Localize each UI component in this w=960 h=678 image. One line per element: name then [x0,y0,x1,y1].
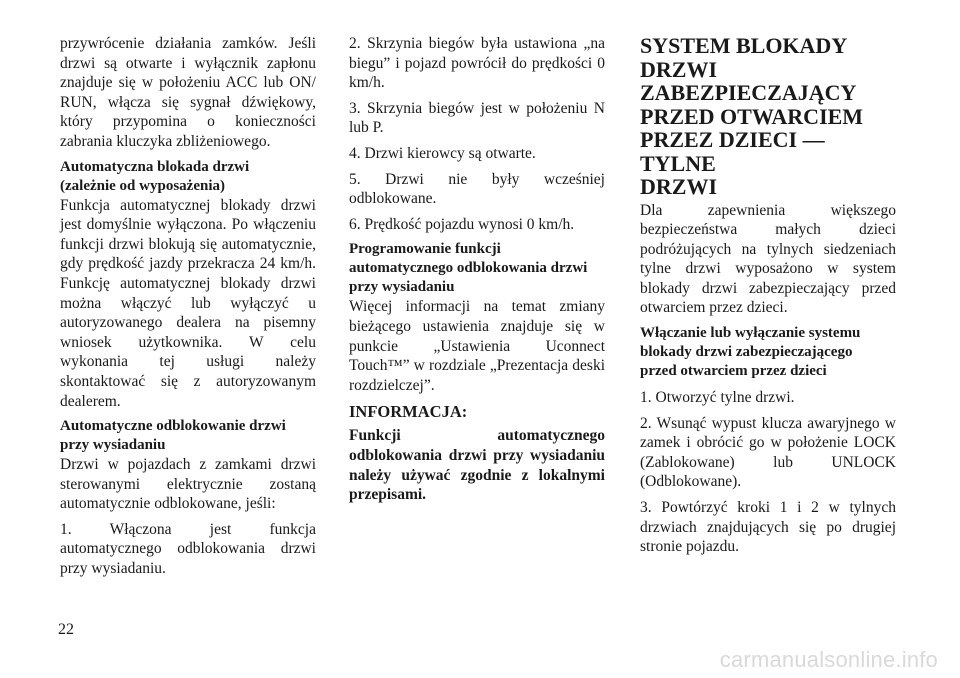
list-item: 1. Otworzyć tylne drzwi. [640,389,795,407]
heading-line: Automatyczna blokada drzwi [60,158,250,175]
list-item: 2. Wsunąć wypust klucza awaryjnego w zamek i obrócić go w położenie LOCK (Zablokowane) lub UNLOCK (Odblokowane). [640,414,896,491]
title-line: DRZWI [640,174,718,199]
heading-auto-lock [60,158,316,196]
list-item: 6. Prędkość pojazdu wynosi 0 km/h. [349,215,575,233]
heading-line: przed otwarciem przez dzieci [640,363,827,380]
heading-programming [349,240,605,297]
heading-line: (zależnie od wyposażenia) [60,177,225,194]
list-item: 3. Powtórzyć kroki 1 i 2 w tylnych drzwiach znajdujących się po drugiej stronie pojazdu. [640,499,896,556]
heading-line: blokady drzwi zabezpieczającego [640,344,853,361]
heading-line: Włączanie lub wyłączanie systemu [640,325,861,342]
list-item: 3. Skrzynia biegów jest w położeniu N lub P. [349,99,605,137]
heading-line: przy wysiadaniu [349,279,455,296]
title-line: PRZED OTWARCIEM [640,103,864,129]
paragraph-auto-lock: Funkcja automatycznej blokady drzwi jest domyślnie wyłączona. Po włączeniu funkcji drzwi blokują się automatycznie, gdy prędkość jazdy przekracza 24 km/h. Funkcję automatycznej blokady drzwi można włączyć lub wyłączyć u autoryzowanego dealera na pisemny wniosek użytkownika. W celu wykonania tej usługi należy skontaktować się z autoryzowanym dealerem. [60,196,316,410]
middle-column [349,34,605,511]
paragraph-child-lock-intro: Dla zapewnienia większego bezpieczeństwa małych dzieci podróżujących na tylnych siedzeniach tylne drzwi wyposażono w system blokady drzwi zabezpieczający przed otwarciem przez dzieci. [640,201,896,317]
list-item: 1. Włączona jest funkcja automatycznego odblokowania drzwi przy wysiadaniu. [60,520,316,578]
page-number: 22 [58,621,74,638]
list-item: 4. Drzwi kierowcy są otwarte. [349,144,536,162]
heading-child-lock-toggle [640,324,896,381]
heading-auto-unlock [60,417,316,455]
section-title [640,34,896,199]
paragraph-settings-info: Więcej informacji na temat zmiany bieżącego ustawienia znajduje się w punkcie „Ustawienia Uconnect Touch™” w rozdziale „Prezentacja deski rozdzielczej”. [349,298,605,394]
list-item: 5. Drzwi nie były wcześniej odblokowane. [349,170,605,208]
title-line: DRZWI [640,56,718,82]
title-line: ZABEZPIECZAJĄCY [640,80,857,105]
watermark: carmanualsonline.info [719,647,938,672]
list-item: 2. Skrzynia biegów była ustawiona „na biegu” i pojazd powrócił do prędkości 0 km/h. [349,35,605,92]
paragraph-auto-unlock: Drzwi w pojazdach z zamkami drzwi sterowanymi elektrycznie zostaną automatycznie odblokowane, jeśli: [60,456,316,513]
right-column [640,34,896,563]
heading-line: Programowanie funkcji [349,241,501,258]
heading-line: automatycznego odblokowania drzwi [349,260,588,277]
paragraph-lock-restore: przywrócenie działania zamków. Jeśli drzwi są otwarte i wyłącznik zapłonu znajduje się w położeniu ACC lub ON/ RUN, włącza się sygnał dźwiękowy, który przypomina o konieczności zabrania kluczyka zbliżeniowego. [60,35,316,150]
title-line: PRZEZ DZIECI — TYLNE [640,127,825,176]
info-heading: INFORMACJA: [349,402,468,422]
heading-line: przy wysiadaniu [60,437,166,454]
info-text: Funkcji automatycznego odblokowania drzwi przy wysiadaniu należy używać zgodnie z lokalnymi przepisami. [349,427,605,504]
left-column [60,34,316,585]
title-line: SYSTEM BLOKADY [640,33,848,58]
heading-line: Automatyczne odblokowanie drzwi [60,418,286,435]
